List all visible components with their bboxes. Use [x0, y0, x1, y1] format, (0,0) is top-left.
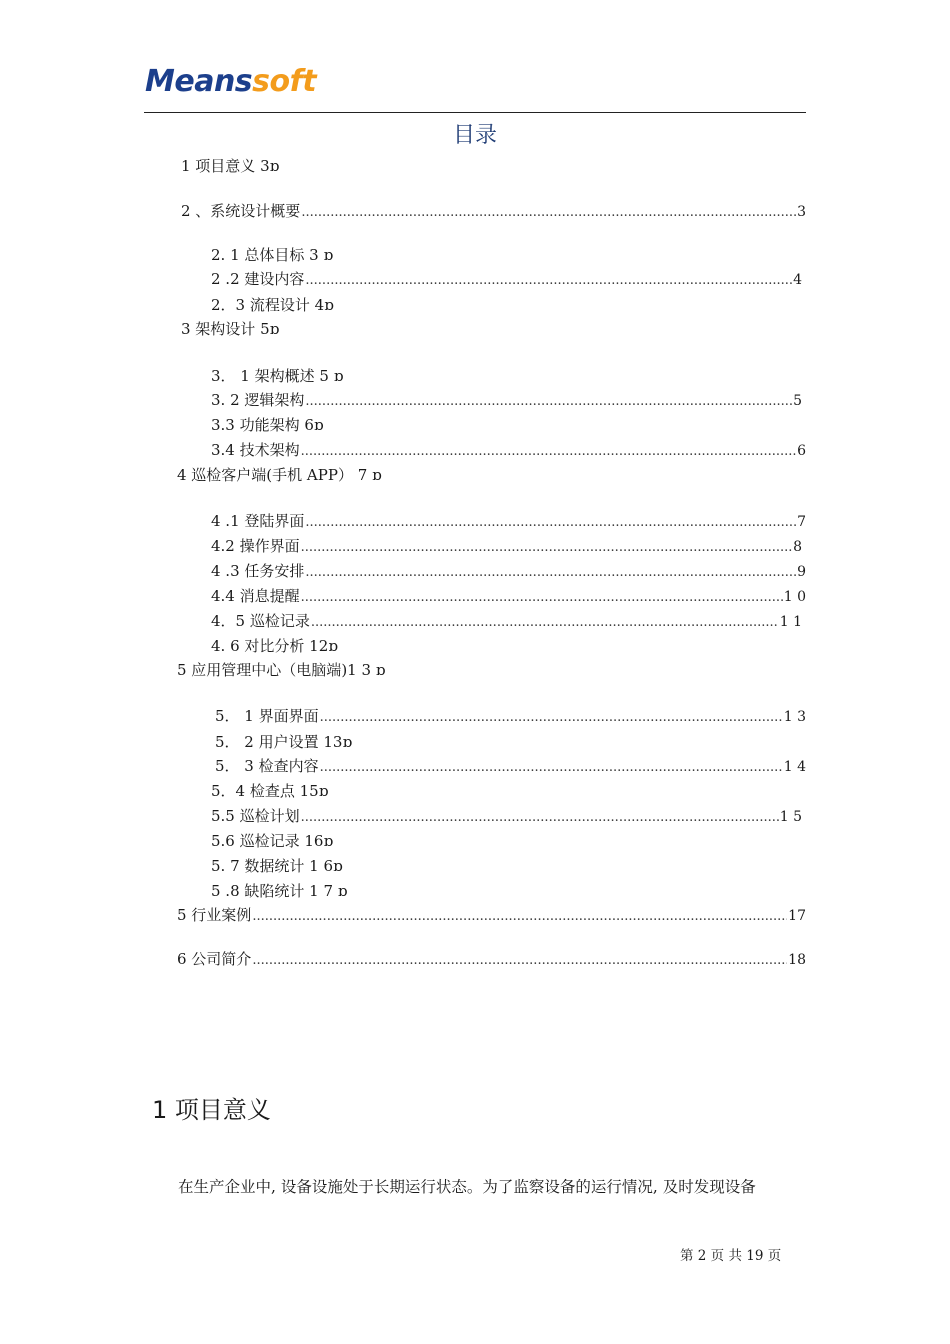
toc-entry[interactable] [211, 881, 347, 901]
toc-entry-text: 3. 2 逻辑架构 [211, 391, 305, 409]
toc-entry-text: 2. 1 总体目标 3 ɒ [211, 246, 334, 264]
toc-title: 目录 [452, 123, 497, 148]
toc-leader [301, 536, 792, 558]
toc-page-number: 8 [793, 539, 802, 555]
toc-page-number: 7 [797, 514, 806, 530]
toc-leader [305, 561, 796, 583]
toc-entry[interactable] [177, 660, 385, 680]
toc-leader [305, 511, 796, 533]
toc-entry-text: 5． 1 界面界面 [215, 707, 319, 725]
toc-entry-text: 5 行业案例 [177, 906, 252, 924]
toc-page-number: 1 3 [783, 709, 806, 725]
company-logo [145, 64, 316, 100]
toc-leader [301, 806, 779, 828]
toc-entry-text: 4．5 巡检记录 [211, 612, 310, 630]
toc-entry-text: 5.6 巡检记录 16ɒ [211, 832, 334, 850]
toc-entry-text: 5. 7 数据统计 1 6ɒ [211, 857, 343, 875]
toc-entry[interactable] [177, 465, 382, 485]
toc-entry-text: 1 项目意义 3ɒ [181, 157, 280, 175]
toc-entry[interactable] [211, 831, 333, 851]
toc-page-number: 9 [797, 564, 806, 580]
toc-entry-text: 4 .3 任务安排 [211, 562, 305, 580]
toc-leader [320, 756, 783, 778]
toc-entry[interactable] [211, 856, 343, 876]
toc-entry-text: 5．4 检查点 15ɒ [211, 782, 329, 800]
toc-entry-text: 5 .8 缺陷统计 1 7 ɒ [211, 882, 348, 900]
toc-entry-text: 3.4 技术架构 [211, 441, 300, 459]
toc-leader [320, 706, 783, 728]
toc-entry[interactable] [215, 732, 352, 752]
toc-leader [311, 611, 779, 633]
toc-entry[interactable] [211, 366, 343, 386]
toc-entry-text: 4.2 操作界面 [211, 537, 300, 555]
toc-entry[interactable] [211, 781, 328, 801]
toc-entry[interactable] [211, 390, 802, 412]
toc-page-number: 1 1 [779, 614, 802, 630]
toc-entry[interactable] [211, 511, 806, 533]
toc-entry-text: 5． 2 用户设置 13ɒ [215, 733, 353, 751]
toc-entry[interactable] [211, 440, 806, 462]
section-heading: 1 项目意义 [152, 1096, 271, 1124]
toc-entry[interactable] [181, 201, 806, 223]
toc-leader [301, 440, 796, 462]
toc-leader [305, 269, 792, 291]
toc-entry-text: 6 公司简介 [177, 950, 252, 968]
toc-page-number: 4 [793, 272, 802, 288]
toc-entry-text: 5 应用管理中心（电脑端)1 3 ɒ [177, 661, 386, 679]
toc-entry[interactable] [211, 561, 806, 583]
toc-page-number: 18 [788, 952, 806, 968]
toc-page-number: 1 5 [779, 809, 802, 825]
toc-entry-text: 3 架构设计 5ɒ [181, 320, 280, 338]
toc-entry[interactable] [211, 295, 334, 315]
toc-entry-text: 4. 6 对比分析 12ɒ [211, 637, 338, 655]
toc-page-number: 3 [797, 204, 806, 220]
toc-entry[interactable] [211, 536, 802, 558]
toc-entry[interactable] [211, 806, 802, 828]
page-footer: 第 2 页 共 19 页 [680, 1248, 782, 1264]
toc-entry[interactable] [177, 949, 806, 971]
toc-entry-text: 3.3 功能架构 6ɒ [211, 416, 324, 434]
toc-entry-text: 4.4 消息提醒 [211, 587, 300, 605]
body-paragraph: 在生产企业中, 设备设施处于长期运行状态。为了监察设备的运行情况, 及时发现设备 [178, 1178, 756, 1196]
toc-entry-text: 2 、系统设计概要 [181, 202, 301, 220]
toc-entry[interactable] [211, 586, 806, 608]
toc-entry-text: 5． 3 检查内容 [215, 757, 319, 775]
toc-entry[interactable] [211, 415, 324, 435]
toc-leader [305, 390, 792, 412]
toc-page-number: 1 4 [783, 759, 806, 775]
toc-entry[interactable] [211, 245, 333, 265]
toc-entry[interactable] [211, 611, 802, 633]
logo-text-primary: Means [145, 64, 253, 99]
toc-entry-text: 2．3 流程设计 4ɒ [211, 296, 334, 314]
toc-entry[interactable] [211, 636, 338, 656]
toc-entry[interactable] [215, 756, 806, 778]
toc-page-number: 5 [793, 393, 802, 409]
toc-entry[interactable] [215, 706, 806, 728]
toc-entry[interactable] [181, 156, 279, 176]
toc-entry-text: 4 .1 登陆界面 [211, 512, 305, 530]
toc-entry[interactable] [177, 905, 806, 927]
toc-entry-text: 2 .2 建设内容 [211, 270, 305, 288]
header-divider [144, 112, 806, 113]
toc-entry[interactable] [211, 269, 802, 291]
toc-entry[interactable] [181, 319, 279, 339]
toc-leader [301, 586, 783, 608]
toc-page-number: 17 [788, 908, 806, 924]
toc-entry-text: 5.5 巡检计划 [211, 807, 300, 825]
toc-leader [252, 905, 787, 927]
toc-entry-text: 3． 1 架构概述 5 ɒ [211, 367, 344, 385]
logo-text-accent: soft [252, 64, 317, 99]
toc-leader [301, 201, 796, 223]
toc-page-number: 1 0 [783, 589, 806, 605]
toc-leader [252, 949, 787, 971]
toc-entry-text: 4 巡检客户端(手机 APP） 7 ɒ [177, 466, 382, 484]
toc-page-number: 6 [797, 443, 806, 459]
